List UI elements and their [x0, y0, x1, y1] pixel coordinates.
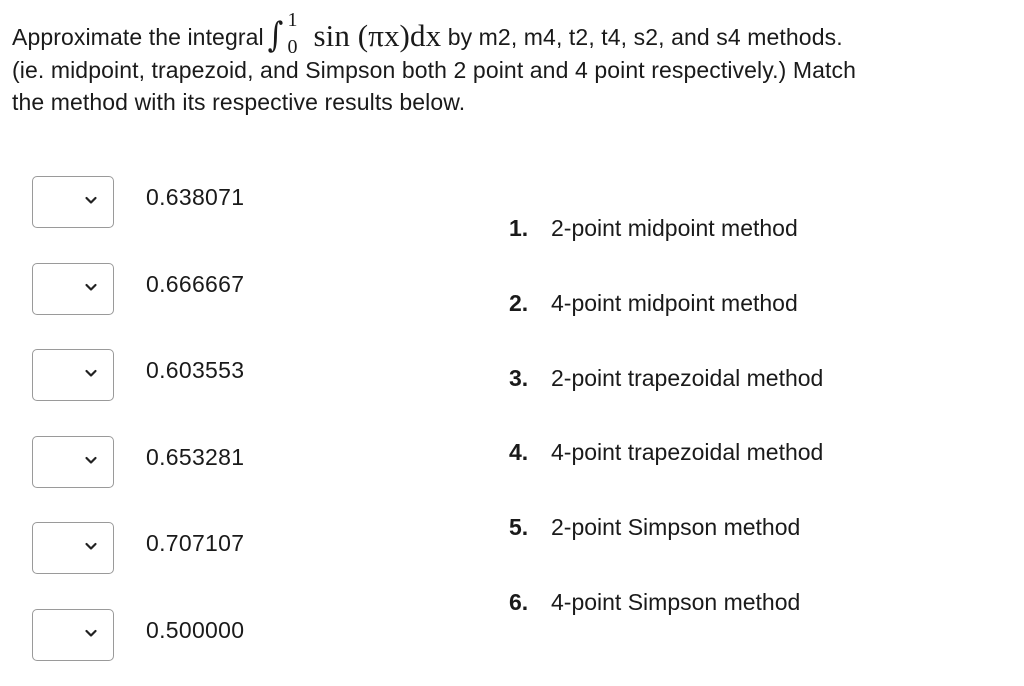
option-label: 4-point Simpson method	[551, 589, 801, 615]
answer-value: 0.707107	[146, 530, 245, 556]
question-line-2: (ie. midpoint, trapezoid, and Simpson both 2 point and 4 point respectively.) Match	[12, 57, 857, 83]
option-number: 2.	[509, 290, 529, 316]
option-label: 4-point midpoint method	[551, 290, 798, 316]
option-label: 2-point Simpson method	[551, 514, 801, 540]
question-text	[12, 9, 1002, 120]
option-number: 3.	[509, 365, 529, 391]
match-select[interactable]	[32, 349, 114, 401]
integral-upper-limit: 1	[287, 9, 298, 31]
answer-row	[32, 263, 332, 319]
answer-value: 0.603553	[146, 357, 245, 383]
option-number: 6.	[509, 589, 529, 615]
answer-row	[32, 176, 332, 232]
question-suffix: by m2, m4, t2, t4, s2, and s4 methods.	[447, 24, 843, 50]
option-label: 4-point trapezoidal method	[551, 439, 824, 465]
question-prefix: Approximate the integral	[12, 24, 264, 50]
match-select[interactable]	[32, 522, 114, 574]
chevron-down-icon	[83, 538, 99, 554]
option-label: 2-point trapezoidal method	[551, 365, 824, 391]
answer-value: 0.666667	[146, 271, 245, 297]
question-line-1	[12, 9, 1002, 58]
method-option	[509, 210, 929, 246]
option-number: 1.	[509, 215, 529, 241]
integrand: sin (πx)dx	[313, 18, 442, 53]
option-label: 2-point midpoint method	[551, 215, 798, 241]
match-select[interactable]	[32, 436, 114, 488]
method-option	[509, 360, 929, 396]
answer-row	[32, 609, 332, 665]
match-select[interactable]	[32, 176, 114, 228]
answer-value: 0.653281	[146, 444, 245, 470]
answer-row	[32, 522, 332, 578]
match-select[interactable]	[32, 609, 114, 661]
chevron-down-icon	[83, 625, 99, 641]
chevron-down-icon	[83, 365, 99, 381]
integral-limits	[285, 9, 299, 58]
integral-sign: ∫	[267, 15, 284, 56]
method-option	[509, 509, 929, 545]
option-number: 4.	[509, 439, 529, 465]
method-option	[509, 434, 929, 470]
chevron-down-icon	[83, 279, 99, 295]
method-option	[509, 285, 929, 321]
integral-lower-limit: 0	[287, 36, 298, 58]
method-option	[509, 584, 929, 620]
answer-row	[32, 349, 332, 405]
answer-row	[32, 436, 332, 492]
answer-value: 0.638071	[146, 184, 245, 210]
question-line-3: the method with its respective results below.	[12, 89, 466, 115]
option-number: 5.	[509, 514, 529, 540]
match-select[interactable]	[32, 263, 114, 315]
chevron-down-icon	[83, 192, 99, 208]
answer-value: 0.500000	[146, 617, 245, 643]
chevron-down-icon	[83, 452, 99, 468]
